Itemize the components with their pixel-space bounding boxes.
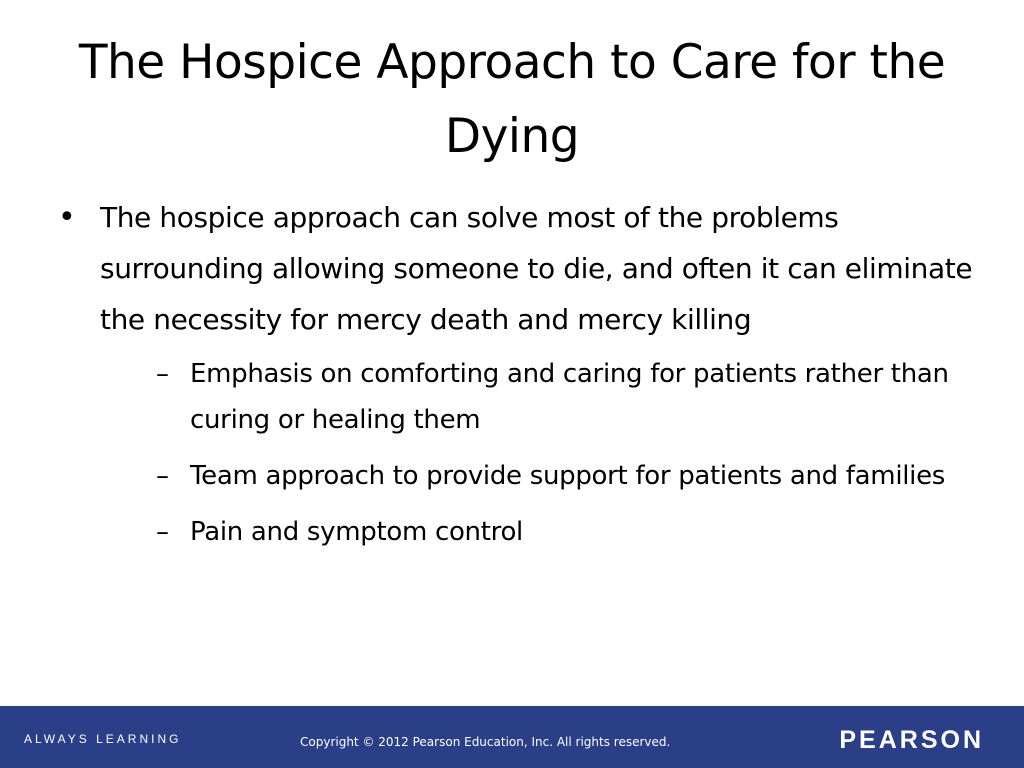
slide-title: The Hospice Approach to Care for the Dying: [78, 35, 946, 164]
sub-bullet-list: [100, 351, 976, 555]
bullet-icon: •: [58, 200, 76, 235]
dash-icon: –: [156, 461, 169, 491]
sub-bullet-text: Emphasis on comforting and caring for patients rather than curing or healing them: [190, 359, 949, 435]
dash-icon: –: [156, 359, 169, 389]
copyright-text: Copyright © 2012 Pearson Education, Inc. All rights reserved.: [300, 735, 671, 749]
sub-bullet-item: [144, 509, 976, 555]
footer-tagline: ALWAYS LEARNING: [24, 732, 182, 746]
sub-bullet-text: Pain and symptom control: [190, 517, 523, 547]
brand-logo: PEARSON: [839, 726, 984, 754]
sub-bullet-text: Team approach to provide support for patients and families: [190, 461, 946, 491]
bullet-text: The hospice approach can solve most of the problems surrounding allowing someone to die, and often it can eliminate the necessity for mercy death and mercy killing: [100, 201, 973, 336]
footer-bar: [0, 706, 1024, 768]
dash-icon: –: [156, 517, 169, 547]
sub-bullet-item: [144, 453, 976, 499]
bullet-item: [56, 192, 976, 555]
sub-bullet-item: [144, 351, 976, 443]
bullet-list: [56, 192, 976, 565]
